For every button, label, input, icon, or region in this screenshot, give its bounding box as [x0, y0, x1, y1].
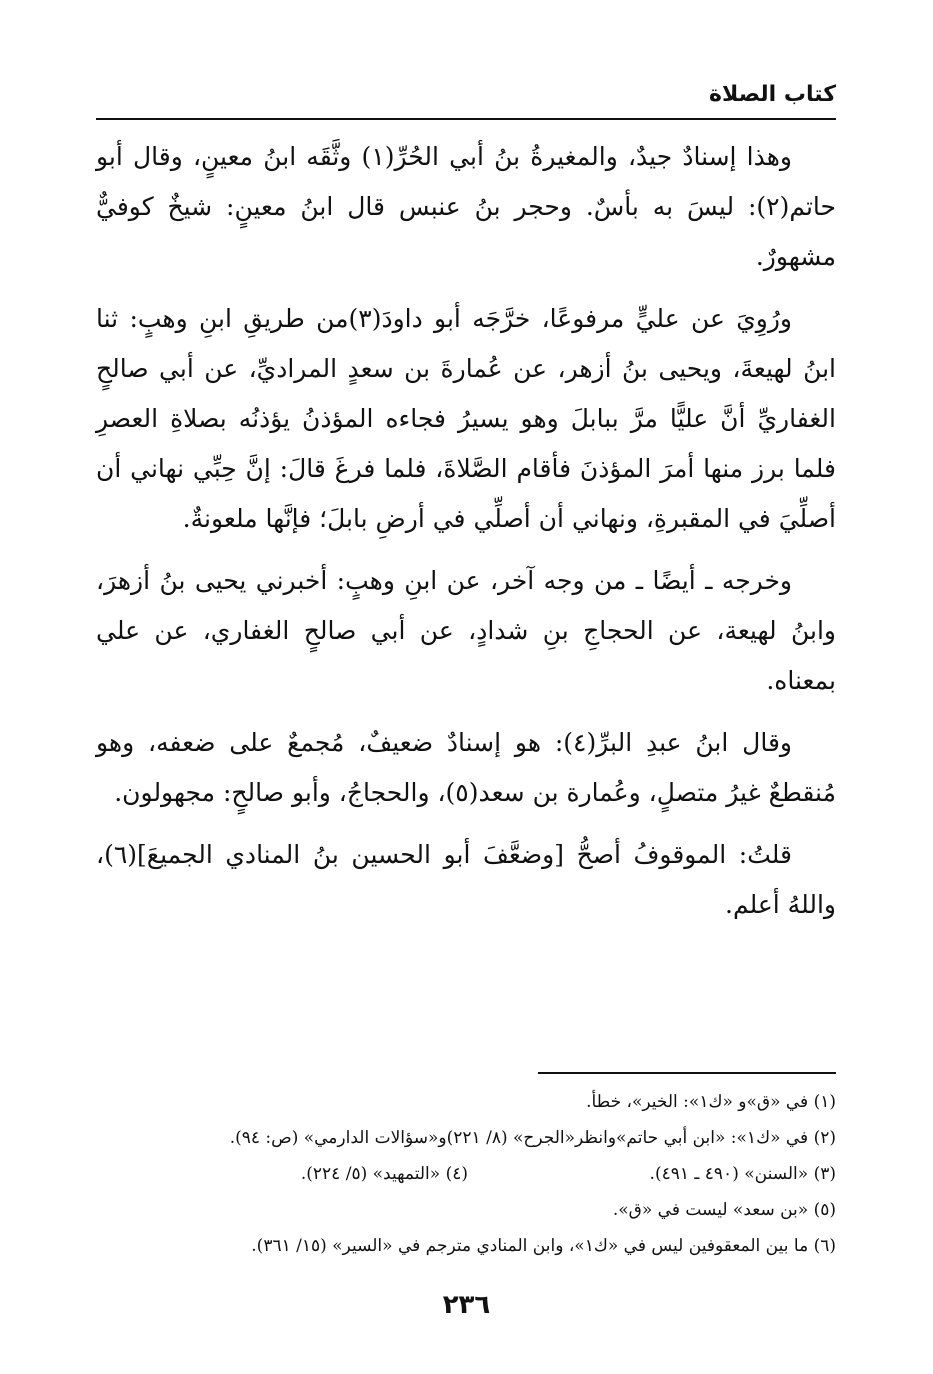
- main-text: [96, 132, 836, 930]
- paragraph-ibn-wahb-route: وخرجه ـ أيضًا ـ من وجه آخر، عن ابنِ وهبٍ: أخبرني يحيى بنُ أزهرَ، وابنُ لهيعة، عن الحجاجِ بنِ شدادٍ، عن أبي صالحٍ الغفاري، عن علي بمعناه.: [96, 566, 836, 695]
- paragraph-isnad-jayyid: وهذا إسنادٌ جيدٌ، والمغيرةُ بنُ أبي الحُرِّ(١) وثَّقَه ابنُ معينٍ، وقال أبو حاتم(٢): ليسَ به بأسٌ. وحجر بنُ عنبس قال ابنُ معينٍ: شيخٌ كوفيٌّ مشهورٌ.: [96, 142, 836, 271]
- paragraph-conclusion: قلتُ: الموقوفُ أصحُّ [وضعَّفَ أبو الحسين بنُ المنادي الجميعَ](٦)، واللهُ أعلم.: [96, 840, 836, 919]
- footnote-4: (٤) «التمهيد» (٥/ ٢٢٤).: [300, 1164, 468, 1184]
- footnote-row-3-4: [96, 1156, 836, 1192]
- running-header: [96, 78, 836, 120]
- footnote-2: (٢) في «ك١»: «ابن أبي حاتم»وانظر«الجرح» (٨/ ٢٢١)و«سؤالات الدارمي» (ص: ٩٤).: [229, 1128, 836, 1148]
- paragraph-ali-marfu: ورُوِيَ عن عليٍّ مرفوعًا، خرَّجَه أبو داودَ(٣)من طريقِ ابنِ وهبٍ: ثنا ابنُ لهيعةَ، ويحيى بنُ أزهر، عن عُمارةَ بن سعدٍ المراديِّ، عن أبي صالحٍ الغفاريِّ أنَّ عليًّا مرَّ ببابلَ وهو يسيرُ فجاءه المؤذنُ يؤذنُه بصلاةِ العصرِ فلما برز منها أمرَ المؤذنَ فأقام الصَّلاةَ، فلما فرغَ قالَ: إنَّ حِبِّي نهاني أن أصلِّيَ في المقبرةِ، ونهاني أن أصلِّي في أرضِ بابلَ؛ فإنَّها ملعونةٌ.: [96, 304, 836, 533]
- footnote-5: (٥) «بن سعد» ليست في «ق».: [612, 1200, 836, 1220]
- footnote-separator: [538, 1072, 836, 1074]
- paragraph-ibn-abd-al-barr: وقال ابنُ عبدِ البرِّ(٤): هو إسنادٌ ضعيفٌ، مُجمعٌ على ضعفه، وهو مُنقطعٌ غيرُ متصلٍ، وعُمارة بن سعد(٥)، والحجاجُ، وأبو صالحٍ: مجهولون.: [96, 728, 836, 807]
- chapter-title: كتاب الصلاة: [709, 82, 836, 107]
- footnote-3: (٣) «السنن» (٤٩٠ ـ ٤٩١).: [649, 1164, 836, 1184]
- footnotes: [96, 1084, 836, 1264]
- footnote-6: (٦) ما بين المعقوفين ليس في «ك١»، وابن المنادي مترجم في «السير» (١٥/ ٣٦١).: [251, 1236, 836, 1256]
- page-number: ٢٣٦: [442, 1290, 491, 1320]
- footnote-1: (١) في «ق»و «ك١»: الخير»، خطأ.: [586, 1092, 836, 1112]
